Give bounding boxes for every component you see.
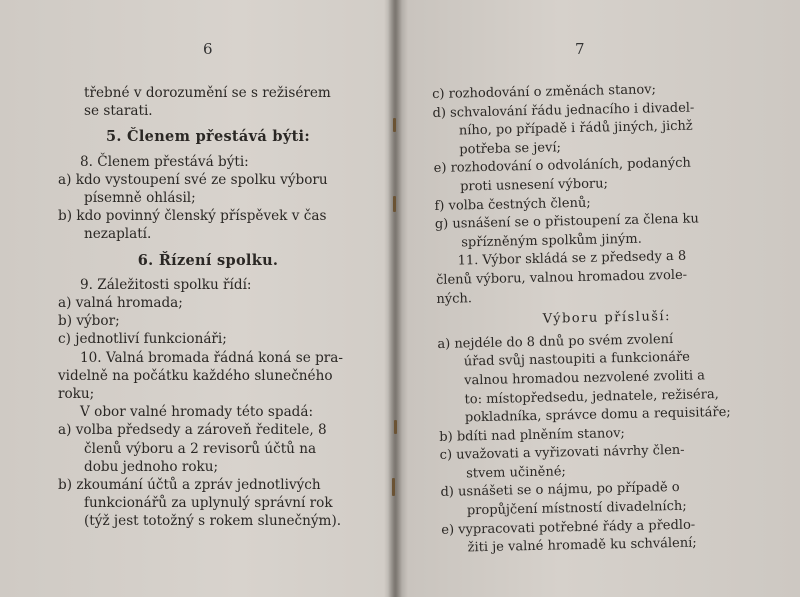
text-line: členů výboru, valnou hromadou zvole-	[435, 267, 688, 288]
text-line: nezaplatí.	[84, 226, 152, 243]
right-page	[398, 0, 800, 597]
section-heading: 6. Řízení spolku.	[137, 251, 279, 269]
text-line: (týž jest totožný s rokem slunečným).	[84, 513, 342, 530]
text-line: roku;	[58, 386, 95, 403]
text-line: spřízněným spolkům jiným.	[461, 231, 642, 251]
text-line: b) kdo povinný členský příspěvek v čas	[58, 208, 327, 225]
text-line: pokladníka, správce domu a requisitáře;	[464, 404, 731, 426]
left-page-text	[58, 84, 358, 531]
text-line: e) vypracovati potřebné řády a předlo-	[441, 517, 696, 538]
text-line: f) volba čestných členů;	[434, 195, 591, 214]
binding-thread-mark	[393, 196, 396, 212]
text-line: členů výboru a 2 revisorů účtů na	[84, 440, 317, 457]
section-heading: 5. Členem přestává býti:	[105, 128, 311, 146]
text-line: d) schvalování řádu jednacího i divadel-	[432, 100, 695, 121]
text-line: g) usnášení se o přistoupení za člena ku	[434, 211, 700, 233]
text-line: potřeba se jeví;	[459, 140, 562, 158]
text-line: ných.	[436, 290, 473, 307]
text-line: 8. Členem přestává býti:	[80, 153, 249, 170]
text-line: b) zkoumání účtů a zpráv jednotlivých	[58, 477, 321, 494]
text-line: c) rozhodování o změnách stanov;	[432, 82, 657, 102]
text-line: to: místopředsedu, jednatele, režiséra,	[464, 386, 719, 407]
text-line: písemně ohlásil;	[84, 190, 196, 207]
text-line: a) volba předsedy a zároveň ředitele, 8	[58, 422, 327, 439]
binding-thread-mark	[392, 478, 395, 496]
text-line: c) jednotliví funkcionáři;	[58, 331, 227, 348]
text-line: 11. Výbor skládá se z předsedy a 8	[457, 249, 687, 269]
text-line: žiti je valné hromadě ku schválení;	[467, 535, 697, 556]
left-page	[0, 0, 392, 597]
text-line: úřad svůj nastoupiti a funkcionáře	[463, 349, 691, 370]
text-line: d) usnášeti se o nájmu, po případě o	[440, 480, 680, 501]
text-line: e) rozhodování o odvoláních, podaných	[433, 155, 691, 177]
text-line: funkcionářů za uplynulý správní rok	[84, 495, 333, 512]
page-number-right: 7	[575, 40, 585, 58]
text-line: se starati.	[84, 103, 153, 120]
text-line: a) nejdéle do 8 dnů po svém zvolení	[437, 331, 674, 352]
text-line: videlně na počátku každého slunečného	[58, 367, 333, 384]
text-line: b) bdíti nad plněním stanov;	[439, 425, 626, 445]
text-line: propůjčení místností divadelních;	[466, 498, 687, 519]
text-line: a) kdo vystoupení své ze spolku výboru	[58, 171, 328, 188]
text-line: b) výbor;	[58, 313, 120, 330]
section-heading: Výboru přísluší:	[542, 309, 672, 327]
text-line: 10. Valná bromada řádná koná se pra-	[80, 349, 343, 366]
page-number-left: 6	[203, 40, 213, 58]
text-line: dobu jednoho roku;	[84, 458, 219, 475]
binding-thread-mark	[393, 118, 396, 132]
text-line: proti usnesení výboru;	[459, 176, 609, 195]
text-line: a) valná hromada;	[58, 295, 183, 312]
binding-thread-mark	[394, 420, 397, 434]
text-line: 9. Záležitosti spolku řídí:	[80, 276, 252, 293]
text-line: ního, po případě i řádů jiných, jichž	[458, 118, 693, 139]
right-page-text	[432, 79, 782, 559]
text-line: V obor valné hromady této spadá:	[80, 404, 314, 421]
text-line: stvem učiněné;	[465, 464, 566, 482]
text-line: třebné v dorozumění se s režisérem	[84, 85, 331, 101]
text-line: valnou hromadou nezvolené zvoliti a	[464, 368, 706, 389]
text-line: c) uvažovati a vyřizovati návrhy člen-	[439, 443, 685, 464]
